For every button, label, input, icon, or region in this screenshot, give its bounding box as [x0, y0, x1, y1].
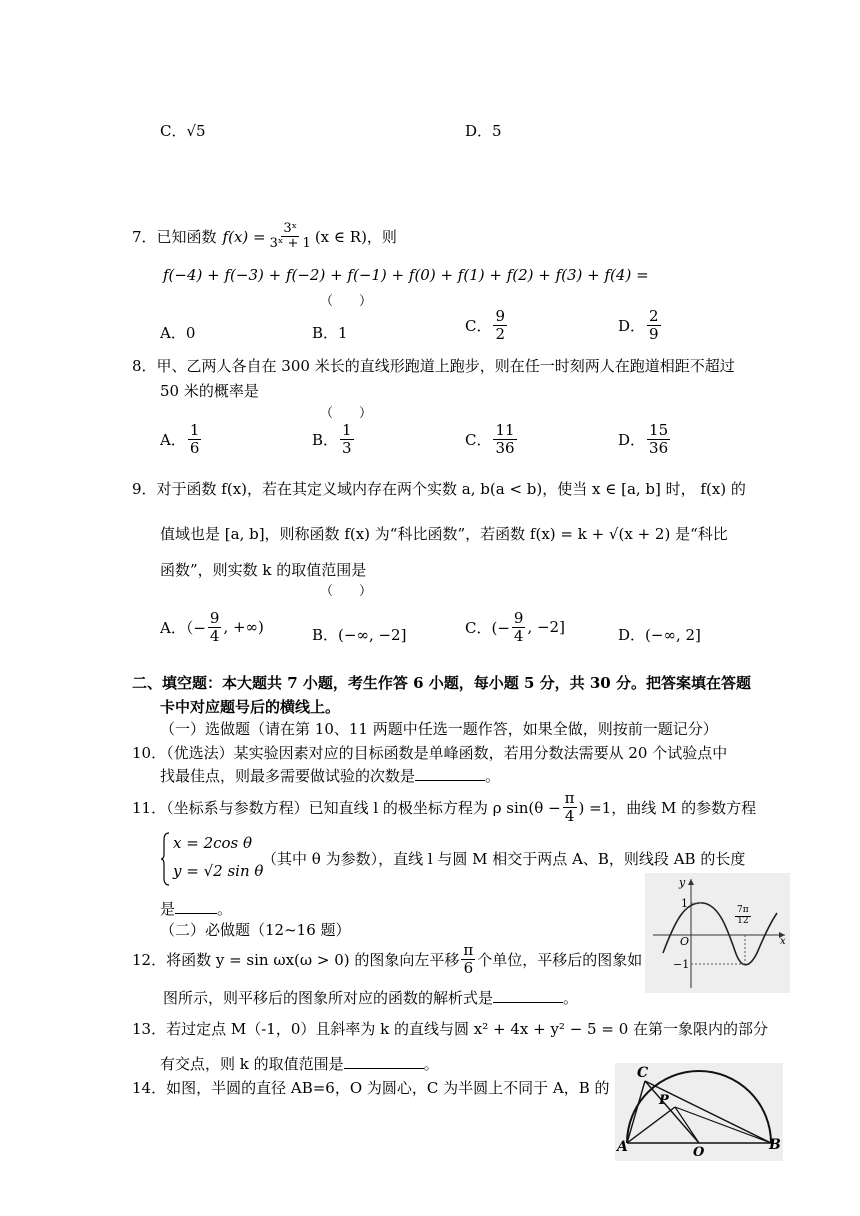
q14-fig-label-b: B [769, 1137, 781, 1153]
q8-option-d-num: 15 [649, 421, 669, 439]
q12-pi-num: π [463, 941, 474, 959]
q11-pi-num: π [564, 789, 575, 807]
q11-answer-blank[interactable] [175, 899, 217, 914]
q7-option-d-label: D． [618, 316, 646, 335]
q6-option-c: C．√5 [160, 122, 206, 140]
q11-pi-den: 4 [564, 806, 575, 825]
q12-line1 [132, 942, 642, 976]
q7-func-lhs: f(x) = [222, 227, 266, 246]
q9-option-c-den: 4 [513, 626, 524, 645]
q7-option-d [618, 308, 663, 342]
q9-option-a-den: 4 [209, 626, 220, 645]
q9-option-c-num: 9 [513, 609, 524, 627]
q9-line1: 9．对于函数 f(x)，若在其定义域内存在两个实数 a, b(a < b)，使当 x ∈ [a, b] 时， f(x) 的 [132, 480, 746, 498]
q7-option-c-num: 9 [495, 307, 506, 325]
q6-option-d: D．5 [465, 122, 502, 140]
q10-line2-end: 。 [485, 767, 501, 785]
q9-line2: 值域也是 [a, b]，则称函数 f(x) 为“科比函数”，若函数 f(x) = k + √(x + 2) 是“科比 [160, 525, 728, 543]
q12-sine-graph [645, 873, 790, 993]
q8-option-c-num: 11 [495, 421, 515, 439]
q8-option-a-label: A． [160, 430, 186, 449]
q7-func-num: 3ˣ [283, 221, 298, 236]
section2-heading-line2: 卡中对应题号后的横线上。 [160, 698, 341, 716]
q8-option-b-fraction [340, 422, 354, 456]
q12-line2-text: 图所示，则平移后的图象所对应的函数的解析式是 [163, 989, 494, 1007]
q13-line2-end: 。 [423, 1055, 439, 1073]
q7-option-c [465, 308, 509, 342]
q8-paren: （ ） [320, 406, 373, 421]
q9-option-a-num: 9 [209, 609, 220, 627]
q8-option-d [618, 422, 672, 456]
q9-line3: 函数”，则实数 k 的取值范围是 [160, 561, 367, 579]
q8-option-a [160, 422, 203, 456]
q8-option-d-label: D． [618, 430, 646, 449]
q12-graph-x-label: x [780, 936, 786, 947]
q14-fig-label-p: P [659, 1093, 669, 1108]
q14-fig-label-c: C [637, 1065, 649, 1081]
q8-line2: 50 米的概率是 [160, 382, 259, 400]
q12-graph-7pi-den: 12 [737, 915, 749, 926]
q12-graph-tick-1: 1 [681, 897, 688, 910]
q7-option-c-label: C． [465, 316, 492, 335]
q8-option-a-fraction [188, 422, 202, 456]
q7-option-c-fraction [493, 308, 507, 342]
q11-line2: （其中 θ 为参数），直线 l 与圆 M 相交于两点 A、B，则线段 AB 的长度 [262, 850, 746, 868]
q11-line3 [160, 898, 232, 919]
section2-heading-line1: 二、填空题：本大题共 7 小题，考生作答 6 小题，每小题 5 分，共 30 分。把答案填在答题 [132, 674, 751, 692]
q7-paren: （ ） [320, 294, 373, 309]
q7-option-c-den: 2 [495, 324, 506, 343]
q9-option-b: B．(−∞, −2] [312, 626, 407, 644]
q9-option-c-label: C．(− [465, 618, 510, 637]
q12-pi-den: 6 [463, 958, 474, 977]
q8-option-b-num: 1 [342, 421, 352, 439]
q8-option-b-label: B． [312, 430, 339, 449]
q14-line1: 14．如图，半圆的直径 AB=6，O 为圆心，C 为半圆上不同于 A，B 的 [132, 1079, 610, 1097]
q7-stem-text: 7．已知函数 [132, 228, 217, 247]
q13-line2-text: 有交点，则 k 的取值范围是 [160, 1055, 344, 1073]
q8-option-d-den: 36 [649, 438, 669, 457]
q12-graph-origin: O [680, 935, 690, 948]
section2-sub1: （一）选做题（请在第 10、11 两题中任选一题作答，如果全做，则按前一题记分） [160, 720, 718, 738]
q9-option-c-fraction [512, 610, 526, 644]
q11-system-brace [160, 832, 170, 886]
q14-fig-label-o: O [693, 1145, 705, 1160]
q11-line3-text: 是 [160, 900, 176, 918]
section2-sub2: （二）必做题（12~16 题） [160, 921, 351, 939]
q10-line1: 10．（优选法）某实验因素对应的目标函数是单峰函数，若用分数法需要从 20 个试验点中 [132, 744, 728, 762]
q12-graph-y-label: y [679, 876, 686, 889]
q7-option-d-fraction [647, 308, 661, 342]
q7-sum: f(−4) + f(−3) + f(−2) + f(−1) + f(0) + f(1) + f(2) + f(3) + f(4) = [163, 266, 649, 284]
q9-option-a-tail: , +∞) [223, 618, 264, 636]
q11-line1-text: 11．（坐标系与参数方程）已知直线 l 的极坐标方程为 ρ sin(θ − [132, 798, 561, 817]
q10-line2-text: 找最佳点，则最多需要做试验的次数是 [160, 767, 416, 785]
q11-line1-tail: ) =1，曲线 M 的参数方程 [578, 798, 757, 817]
q8-option-c-den: 36 [495, 438, 515, 457]
q9-paren: （ ） [320, 584, 373, 599]
q7-func-den: 3ˣ + 1 [269, 236, 311, 252]
q11-eq2: y = √2 sin θ [173, 862, 264, 880]
q12-graph-7pi-num: 7π [737, 905, 749, 915]
q9-option-c-tail: , −2] [527, 618, 565, 636]
q13-line2 [160, 1053, 439, 1074]
q7-func-tail: (x ∈ R)，则 [314, 228, 397, 247]
q9-option-a-label: A．（− [160, 618, 206, 637]
q7-stem [132, 222, 397, 252]
q8-option-a-den: 6 [189, 438, 200, 457]
q8-option-c [465, 422, 519, 456]
q8-line1: 8．甲、乙两人各自在 300 米长的直线形跑道上跑步，则在任一时刻两人在跑道相距不超过 [132, 357, 735, 375]
q13-answer-blank[interactable] [344, 1054, 424, 1069]
q12-line1-text: 12．将函数 y = sin ωx(ω > 0) 的图象向左平移 [132, 950, 460, 969]
q11-line3-end: 。 [217, 900, 233, 918]
q9-option-d: D．(−∞, 2] [618, 626, 701, 644]
q12-line2-end: 。 [563, 989, 579, 1007]
q11-line1 [132, 790, 756, 824]
q12-line1-tail: 个单位，平移后的图象如 [477, 950, 643, 969]
q11-eq1: x = 2cos θ [173, 834, 253, 852]
q8-option-d-fraction [647, 422, 670, 456]
q7-option-d-den: 9 [649, 324, 659, 343]
q8-option-b-den: 3 [342, 438, 352, 457]
q10-line2 [160, 765, 500, 786]
q7-option-b: B．1 [312, 324, 348, 342]
q8-option-a-num: 1 [189, 421, 200, 439]
q7-option-d-num: 2 [649, 307, 659, 325]
q9-option-a [160, 610, 264, 644]
q12-graph-tick-neg1: −1 [673, 958, 690, 971]
q8-option-c-label: C． [465, 430, 492, 449]
q13-line1: 13．若过定点 M（-1，0）且斜率为 k 的直线与圆 x² + 4x + y² − 5 = 0 在第一象限内的部分 [132, 1020, 769, 1038]
q7-option-a: A．0 [160, 324, 196, 342]
q14-fig-label-a: A [617, 1139, 628, 1155]
q8-option-b [312, 422, 356, 456]
q14-semicircle-figure [615, 1063, 783, 1161]
q9-option-c [465, 610, 565, 644]
q8-option-c-fraction [493, 422, 516, 456]
q12-line2 [163, 987, 578, 1008]
q12-graph-7pi12 [735, 906, 751, 927]
q10-answer-blank[interactable] [415, 766, 485, 781]
q12-answer-blank[interactable] [493, 988, 563, 1003]
q11-pi-fraction [563, 790, 577, 824]
q9-option-a-fraction [208, 610, 222, 644]
q12-pi-fraction [461, 942, 475, 976]
q7-func-fraction [268, 222, 313, 252]
